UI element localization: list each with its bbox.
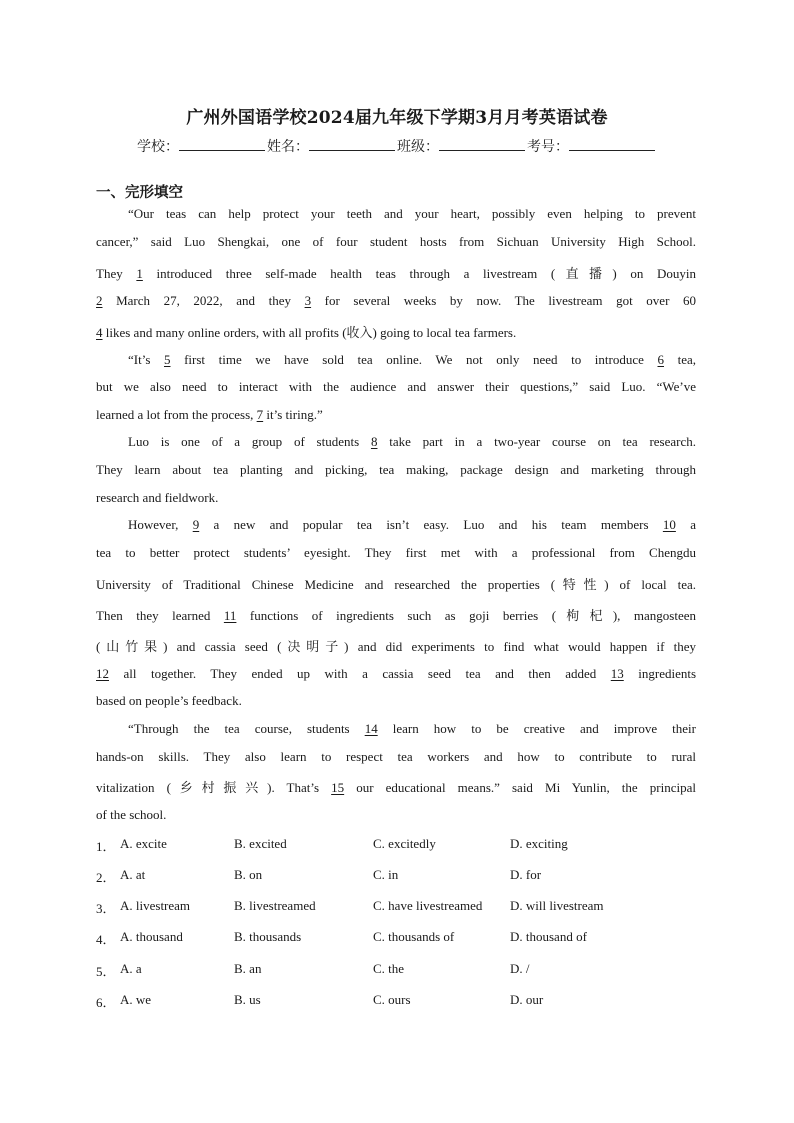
blank-3: 3: [304, 293, 312, 308]
option-c: C. in: [373, 867, 399, 882]
text: They: [96, 266, 137, 281]
blank-9: 9: [192, 517, 200, 532]
school-blank: [179, 137, 265, 151]
text: research and fieldwork.: [96, 490, 219, 505]
passage-line: [96, 293, 696, 309]
option-b: B. excited: [234, 836, 287, 851]
class-label: 班级：: [397, 139, 439, 155]
text: cancer,” said Luo Shengkai, one of four student hosts from Sichuan University High School.: [96, 234, 696, 249]
text: learned a lot from the process,: [96, 407, 257, 422]
school-label: 学校：: [137, 139, 179, 155]
passage-line: [128, 352, 696, 368]
text: based on people’s feedback.: [96, 693, 242, 708]
question-number: 2．: [96, 870, 116, 885]
text: They learn about tea planting and picking, tea making, package design and marketing through: [96, 462, 696, 477]
option-d: D. for: [510, 867, 542, 882]
passage-line: [96, 263, 696, 282]
option-d: D. /: [510, 961, 530, 976]
option-a: A. excite: [120, 836, 167, 851]
class-blank: [439, 137, 525, 151]
passage-line: [96, 693, 696, 709]
blank-2: 2: [96, 293, 103, 308]
text: However,: [128, 517, 193, 532]
text: March 27, 2022, and they: [102, 293, 305, 308]
option-d: D. will livestream: [510, 898, 604, 913]
text: “Through the tea course, students: [128, 721, 365, 736]
blank-13: 13: [610, 666, 624, 681]
passage-line: [96, 234, 696, 250]
text: learn how to be creative and improve their: [377, 721, 696, 736]
blank-11: 11: [223, 608, 237, 623]
option-a: A. livestream: [120, 898, 191, 913]
passage-line: [128, 434, 696, 450]
blank-4: 4: [96, 325, 103, 340]
blank-7: 7: [256, 407, 264, 422]
text: Luo is one of a group of students: [128, 434, 371, 449]
text: tea,: [664, 352, 697, 367]
blank-5: 5: [164, 352, 171, 367]
text: but we also need to interact with the audience and answer their questions,” said Luo. “We’ve: [96, 379, 696, 394]
text: hands-on skills. They also learn to respect tea workers and how to contribute to rural: [96, 749, 696, 764]
passage-line: [96, 490, 696, 506]
option-b: B. thousands: [234, 929, 302, 944]
question-number: 3．: [96, 901, 116, 916]
passage-line: [96, 407, 696, 423]
text: likes and many online orders, with all profits (收入) going to local tea farmers.: [102, 325, 517, 340]
text: for several weeks by now. The livestream got over 60: [311, 293, 696, 308]
text: a: [675, 517, 696, 532]
text: tea to better protect students’ eyesight. They first met with a professional from Chengdu: [96, 545, 696, 560]
option-a: A. thousand: [120, 929, 183, 944]
passage-line: [96, 545, 696, 561]
text: a new and popular tea isn’t easy. Luo and his team members: [199, 517, 663, 532]
text: vitalization (乡村振兴). That’s: [96, 780, 332, 795]
option-b: B. us: [234, 992, 261, 1007]
passage-line: [96, 605, 696, 624]
name-label: 姓名：: [267, 139, 309, 155]
blank-1: 1: [136, 266, 143, 281]
option-d: D. our: [510, 992, 544, 1007]
blank-10: 10: [662, 517, 676, 532]
passage-line: [96, 777, 696, 796]
option-c: C. have livestreamed: [373, 898, 483, 913]
option-c: C. thousands of: [373, 929, 455, 944]
name-blank: [309, 137, 395, 151]
text: it’s tiring.”: [263, 407, 323, 422]
blank-8: 8: [370, 434, 378, 449]
blank-15: 15: [331, 780, 345, 795]
question-number: 4．: [96, 932, 116, 947]
text: our educational means.” said Mi Yunlin, the principal: [344, 780, 696, 795]
passage-line: [128, 206, 696, 222]
text: functions of ingredients such as goji berries (枸杞), mangosteen: [236, 608, 696, 623]
section-heading: 一、完形填空: [96, 185, 183, 201]
option-c: C. the: [373, 961, 405, 976]
number-blank: [569, 137, 655, 151]
passage-line: [96, 322, 696, 341]
passage-line: [96, 807, 696, 823]
passage-line: [96, 462, 696, 478]
passage-line: [128, 517, 696, 533]
option-b: B. livestreamed: [234, 898, 316, 913]
option-a: A. at: [120, 867, 146, 882]
text: “It’s: [128, 352, 164, 367]
page-title: 广州外国语学校2024届九年级下学期3月月考英语试卷: [186, 108, 608, 128]
option-d: D. exciting: [510, 836, 568, 851]
text: take part in a two-year course on tea research.: [377, 434, 696, 449]
passage-line: [96, 574, 696, 593]
passage-line: [96, 636, 696, 655]
number-label: 考号：: [527, 139, 569, 155]
passage-line: [96, 749, 696, 765]
text: ingredients: [623, 666, 697, 681]
option-b: B. on: [234, 867, 263, 882]
text: University of Traditional Chinese Medicine and researched the properties (特性) of local tea.: [96, 577, 696, 592]
student-info-row: [0, 136, 794, 156]
text: first time we have sold tea online. We not only need to introduce: [170, 352, 658, 367]
blank-6: 6: [657, 352, 664, 367]
question-number: 1．: [96, 839, 116, 854]
option-a: A. a: [120, 961, 142, 976]
option-c: C. ours: [373, 992, 411, 1007]
question-number: 5．: [96, 964, 116, 979]
question-number: 6．: [96, 995, 116, 1010]
option-c: C. excitedly: [373, 836, 436, 851]
text: Then they learned: [96, 608, 224, 623]
passage-line: [96, 379, 696, 395]
text: (山竹果) and cassia seed (决明子) and did experiments to find what would happen if they: [96, 639, 696, 654]
passage-line: [96, 666, 696, 682]
option-b: B. an: [234, 961, 262, 976]
option-a: A. we: [120, 992, 152, 1007]
option-d: D. thousand of: [510, 929, 587, 944]
blank-12: 12: [96, 666, 109, 681]
text: “Our teas can help protect your teeth and your heart, possibly even helping to prevent: [128, 206, 696, 221]
text: introduced three self-made health teas through a livestream (直播) on Douyin: [142, 266, 696, 281]
text: of the school.: [96, 807, 167, 822]
passage-line: [128, 721, 696, 737]
blank-14: 14: [364, 721, 378, 736]
text: all together. They ended up with a cassia seed tea and then added: [109, 666, 611, 681]
